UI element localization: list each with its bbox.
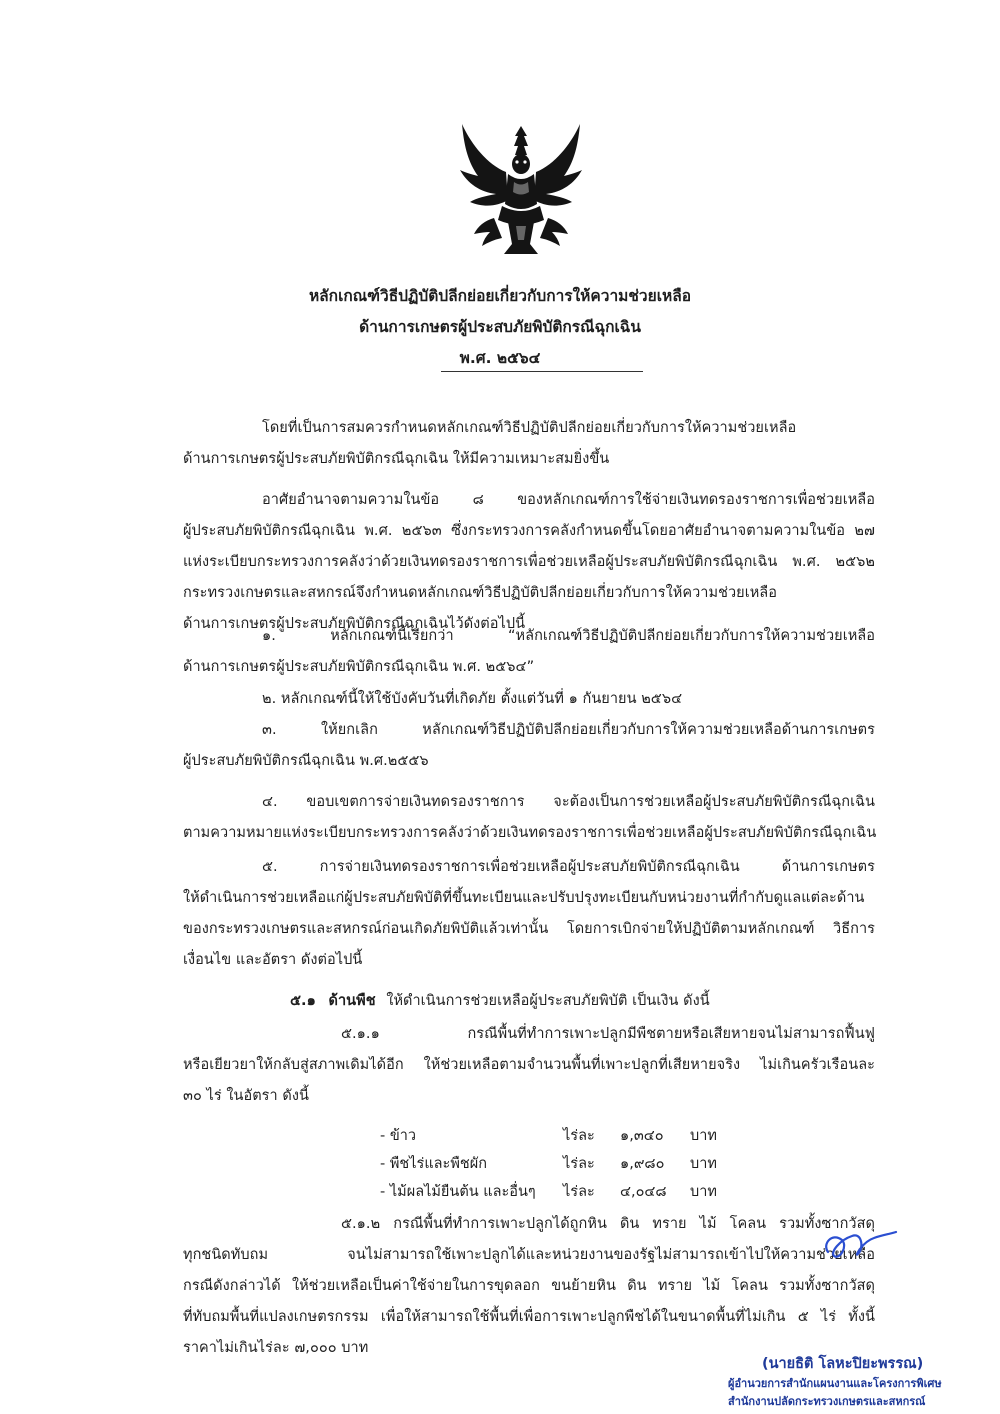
- clause3-line-1: ๓. ให้ยกเลิก หลักเกณฑ์วิธีปฏิบัติปลีกย่อยเกี่ยวกับการให้ความช่วยเหลือด้านการเกษตร: [262, 722, 875, 738]
- authority-line-3: แห่งระเบียบกระทรวงการคลังว่าด้วยเงินทดรองราชการเพื่อช่วยเหลือผู้ประสบภัยพิบัติกรณีฉุกเฉิน พ.ศ. ๒๕๖๒: [183, 554, 875, 570]
- rate-currency: บาท: [690, 1184, 717, 1200]
- authority-line-4: กระทรวงเกษตรและสหกรณ์จึงกำหนดหลักเกณฑ์วิธีปฏิบัติปลีกย่อยเกี่ยวกับการให้ความช่วยเหลือ: [183, 585, 778, 601]
- rate-currency: บาท: [690, 1156, 717, 1172]
- clause-5-1-label: ด้านพืช: [328, 993, 376, 1009]
- clause3-line-2: ผู้ประสบภัยพิบัติกรณีฉุกเฉิน พ.ศ.๒๕๕๖: [183, 753, 429, 769]
- clause511-line-2: หรือเยียวยาให้กลับสู่สภาพเดิมได้อีก ให้ช่วยเหลือตามจำนวนพื้นที่เพาะปลูกที่เสียหายจริง ไม่เกินครัวเรือนละ: [183, 1057, 875, 1073]
- clause5-line-3: ของกระทรวงเกษตรและสหกรณ์ก่อนเกิดภัยพิบัติแล้วเท่านั้น โดยการเบิกจ่ายให้ปฏิบัติตามหลักเกณฑ์ วิธีการ: [183, 921, 875, 937]
- document-title-line2: ด้านการเกษตรผู้ประสบภัยพิบัติกรณีฉุกเฉิน: [359, 318, 641, 336]
- clause-5-1-text: ให้ดำเนินการช่วยเหลือผู้ประสบภัยพิบัติ เป็นเงิน ดังนี้: [386, 993, 710, 1009]
- handwritten-signature: [818, 1222, 898, 1267]
- clause512-line-2: ทุกชนิดทับถม จนไม่สามารถใช้เพาะปลูกได้และหน่วยงานของรัฐไม่สามารถเข้าไปให้ความช่วยเหลือ: [183, 1247, 875, 1263]
- rate-unit: ไร่ละ: [563, 1156, 595, 1172]
- rate-crop: - ข้าว: [380, 1128, 417, 1144]
- clause1-line-2: ด้านการเกษตรผู้ประสบภัยพิบัติกรณีฉุกเฉิน พ.ศ. ๒๕๖๔”: [183, 659, 535, 675]
- rate-amount: ๑,๓๔๐: [620, 1128, 664, 1144]
- clause511-line-3: ๓๐ ไร่ ในอัตรา ดังนี้: [183, 1088, 309, 1104]
- signatory-office: สำนักงานปลัดกระทรวงเกษตรและสหกรณ์: [728, 1395, 926, 1408]
- clause4-line-2: ตามความหมายแห่งระเบียบกระทรวงการคลังว่าด้วยเงินทดรองราชการเพื่อช่วยเหลือผู้ประสบภัยพิบัติกรณีฉุกเฉิน: [183, 825, 877, 841]
- authority-line-1: อาศัยอำนาจตามความในข้อ ๘ ของหลักเกณฑ์การใช้จ่ายเงินทดรองราชการเพื่อช่วยเหลือ: [262, 492, 875, 508]
- signatory-name: (นายธิติ โลหะปิยะพรรณ): [762, 1356, 924, 1372]
- rate-crop: - ไม้ผลไม้ยืนต้น และอื่นๆ: [380, 1184, 536, 1200]
- rate-unit: ไร่ละ: [563, 1128, 595, 1144]
- signatory-position: ผู้อำนวยการสำนักแผนงานและโครงการพิเศษ: [728, 1377, 942, 1390]
- clause1-line-1: ๑. หลักเกณฑ์นี้เรียกว่า “หลักเกณฑ์วิธีปฏิบัติปลีกย่อยเกี่ยวกับการให้ความช่วยเหลือ: [262, 628, 875, 644]
- clause512-line-4: ที่ทับถมพื้นที่แปลงเกษตรกรรม เพื่อให้สามารถใช้พื้นที่เพื่อการเพาะปลูกพืชได้ในขนาดพื้นที่ไม่เกิน ๕ ไร่ ทั้งนี้: [183, 1309, 875, 1325]
- clause511-line-1: ๕.๑.๑ กรณีพื้นที่ทำการเพาะปลูกมีพืชตายหรือเสียหายจนไม่สามารถฟื้นฟู: [341, 1026, 875, 1042]
- garuda-emblem-icon: [456, 122, 586, 257]
- rate-unit: ไร่ละ: [563, 1184, 595, 1200]
- title-divider: [441, 371, 643, 372]
- clause-5-1-number: ๕.๑: [290, 993, 316, 1009]
- authority-line-5: ด้านการเกษตรผู้ประสบภัยพิบัติกรณีฉุกเฉินไว้ดังต่อไปนี้: [183, 616, 526, 632]
- rate-amount: ๑,๙๘๐: [620, 1156, 665, 1172]
- intro-line-1: โดยที่เป็นการสมควรกำหนดหลักเกณฑ์วิธีปฏิบัติปลีกย่อยเกี่ยวกับการให้ความช่วยเหลือ: [262, 420, 797, 436]
- document-year: พ.ศ. ๒๕๖๔: [459, 349, 541, 367]
- intro-line-2: ด้านการเกษตรผู้ประสบภัยพิบัติกรณีฉุกเฉิน ให้มีความเหมาะสมยิ่งขึ้น: [183, 451, 610, 467]
- clause512-line-1: ๕.๑.๒ กรณีพื้นที่ทำการเพาะปลูกได้ถูกหิน ดิน ทราย ไม้ โคลน รวมทั้งซากวัสดุ: [341, 1216, 875, 1232]
- rate-currency: บาท: [690, 1128, 717, 1144]
- authority-line-2: ผู้ประสบภัยพิบัติกรณีฉุกเฉิน พ.ศ. ๒๕๖๓ ซึ่งกระทรวงการคลังกำหนดขึ้นโดยอาศัยอำนาจตามความในข้อ ๒๗: [183, 523, 875, 539]
- rate-amount: ๔,๐๔๘: [620, 1184, 667, 1200]
- clause512-line-3: กรณีดังกล่าวได้ ให้ช่วยเหลือเป็นค่าใช้จ่ายในการขุดลอก ขนย้ายหิน ดิน ทราย ไม้ โคลน รวมทั้งซากวัสดุ: [183, 1278, 875, 1294]
- clause512-line-5: ราคาไม่เกินไร่ละ ๗,๐๐๐ บาท: [183, 1340, 369, 1356]
- clause5-line-4: เงื่อนไข และอัตรา ดังต่อไปนี้: [183, 952, 363, 968]
- clause5-line-2: ให้ดำเนินการช่วยเหลือแก่ผู้ประสบภัยพิบัติที่ขึ้นทะเบียนและปรับปรุงทะเบียนกับหน่วยงานที่กำกับดูแลแต่ละด้าน: [183, 890, 865, 906]
- rate-crop: - พืชไร่และพืชผัก: [380, 1156, 488, 1172]
- clause4-line-1: ๔. ขอบเขตการจ่ายเงินทดรองราชการ จะต้องเป็นการช่วยเหลือผู้ประสบภัยพิบัติกรณีฉุกเฉิน: [262, 794, 875, 810]
- clause5-line-1: ๕. การจ่ายเงินทดรองราชการเพื่อช่วยเหลือผู้ประสบภัยพิบัติกรณีฉุกเฉิน ด้านการเกษตร: [262, 859, 875, 875]
- clause-5-1: [290, 989, 710, 1012]
- document-title-line1: หลักเกณฑ์วิธีปฏิบัติปลีกย่อยเกี่ยวกับการให้ความช่วยเหลือ: [308, 287, 692, 305]
- clause2-line: ๒. หลักเกณฑ์นี้ให้ใช้บังคับวันที่เกิดภัย ตั้งแต่วันที่ ๑ กันยายน ๒๕๖๔: [262, 691, 683, 707]
